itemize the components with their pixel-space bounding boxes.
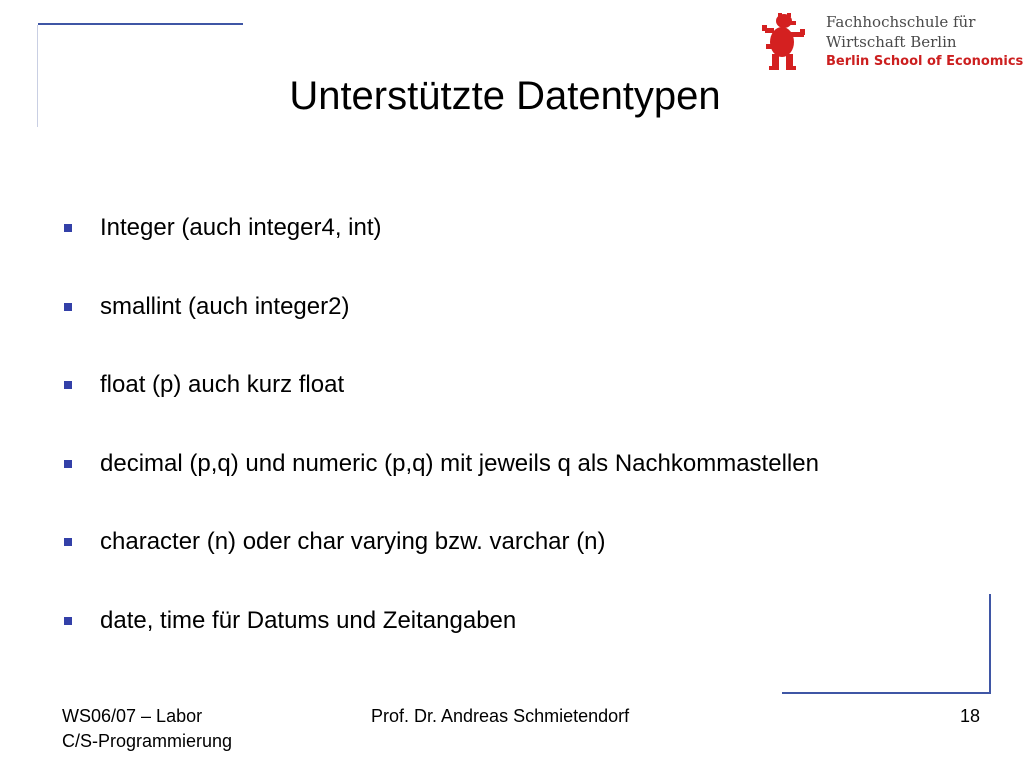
frame-right-line: [989, 594, 991, 694]
page-number: 18: [960, 706, 981, 726]
logo-line-2: Wirtschaft Berlin: [826, 33, 957, 51]
list-item-text: Integer (auch integer4, int): [100, 214, 382, 241]
square-bullet-icon: [64, 538, 72, 546]
footer-course-line-1: WS06/07 – Labor: [62, 706, 203, 726]
square-bullet-icon: [64, 224, 72, 232]
list-item-text: character (n) oder char varying bzw. varchar (n): [100, 528, 606, 556]
square-bullet-icon: [64, 381, 72, 389]
square-bullet-icon: [64, 303, 72, 311]
list-item-text: smallint (auch integer2): [100, 292, 350, 320]
slide-title: Unterstützte Datentypen: [289, 74, 721, 118]
square-bullet-icon: [64, 460, 72, 468]
footer-course-line-2: C/S-Programmierung: [62, 731, 233, 751]
list-item-text: decimal (p,q) und numeric (p,q) mit jeweils q als Nachkommastellen: [100, 449, 819, 477]
frame-bottom-line: [782, 692, 991, 694]
square-bullet-icon: [64, 617, 72, 625]
list-item-text: date, time für Datums und Zeitangaben: [100, 606, 517, 634]
school-logo: [760, 10, 1024, 76]
frame-top-line: [38, 23, 243, 25]
logo-text: [826, 12, 1023, 72]
bear-icon: [760, 10, 808, 74]
logo-line-1: Fachhochschule für: [826, 13, 976, 31]
logo-line-3: Berlin School of Economics: [826, 54, 1024, 69]
footer-author: Prof. Dr. Andreas Schmietendorf: [371, 706, 630, 726]
footer-course: [62, 704, 232, 754]
list-item-text: float (p) auch kurz float: [100, 371, 345, 399]
